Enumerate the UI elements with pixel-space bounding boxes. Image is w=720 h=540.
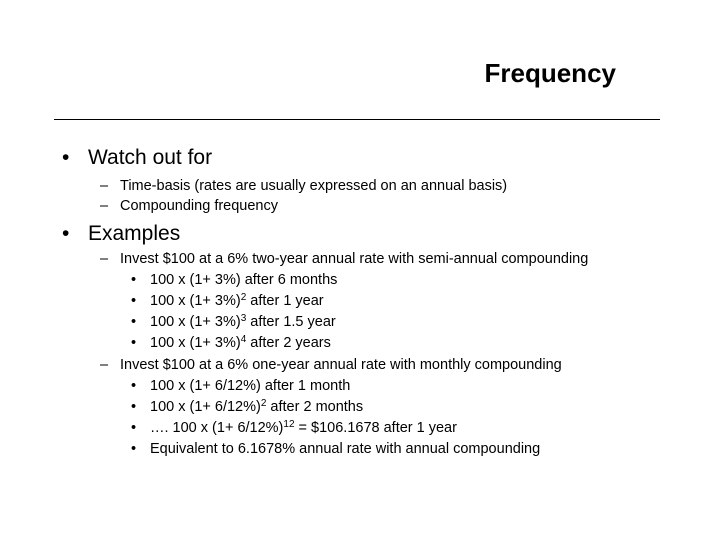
calc-text: 100 x $(1+ 6/12\%)^2$ after 2 months bbox=[150, 398, 364, 415]
exponent: 2 bbox=[260, 398, 267, 409]
bullet-marker: • bbox=[131, 420, 137, 436]
exponent: 2 bbox=[240, 292, 247, 303]
bullet-marker: • bbox=[131, 314, 137, 330]
bullet-marker: • bbox=[131, 272, 137, 288]
calc-text: 100 x $(1+ 3\%)^3$ after 1.5 year bbox=[150, 313, 336, 330]
title-divider bbox=[54, 119, 660, 120]
dash-marker: – bbox=[100, 198, 109, 214]
bullet-watch-out-text: Watch out for bbox=[88, 146, 213, 169]
calc-text: …. 100 x $(1+ 6/12\%)^{12}$ = $106.1678 after 1 year bbox=[150, 419, 457, 436]
bullet-marker: • bbox=[62, 146, 70, 169]
bullet-examples-text: Examples bbox=[88, 222, 181, 245]
bullet-marker: • bbox=[131, 441, 137, 457]
example-text: Invest $100 at a 6% one-year annual rate with monthly compounding bbox=[120, 357, 562, 373]
bullet-marker: • bbox=[131, 399, 137, 415]
calc-text: 100 x (1+ 3%) after 6 months bbox=[150, 272, 338, 288]
example-text: Invest $100 at a 6% two-year annual rate with semi-annual compounding bbox=[120, 251, 589, 267]
bullet-marker: • bbox=[131, 378, 137, 394]
calc-text: Equivalent to 6.1678% annual rate with annual compounding bbox=[150, 441, 541, 457]
bullet-marker: • bbox=[131, 293, 137, 309]
exponent: 3 bbox=[240, 313, 247, 324]
calc-text: 100 x $(1+ 3\%)^2$ after 1 year bbox=[150, 292, 324, 309]
exponent: 4 bbox=[240, 334, 247, 345]
exponent: 12 bbox=[283, 419, 295, 430]
sub-item-text: Time-basis (rates are usually expressed on an annual basis) bbox=[120, 178, 508, 194]
dash-marker: – bbox=[100, 251, 109, 267]
dash-marker: – bbox=[100, 178, 109, 194]
dash-marker: – bbox=[100, 357, 109, 373]
calc-text: 100 x (1+ 6/12%) after 1 month bbox=[150, 378, 351, 394]
calc-text: 100 x $(1+ 3\%)^4$ after 2 years bbox=[150, 334, 331, 351]
bullet-marker: • bbox=[62, 222, 70, 245]
sub-item-text: Compounding frequency bbox=[120, 198, 278, 214]
slide-title: Frequency bbox=[484, 58, 616, 88]
bullet-marker: • bbox=[131, 335, 137, 351]
